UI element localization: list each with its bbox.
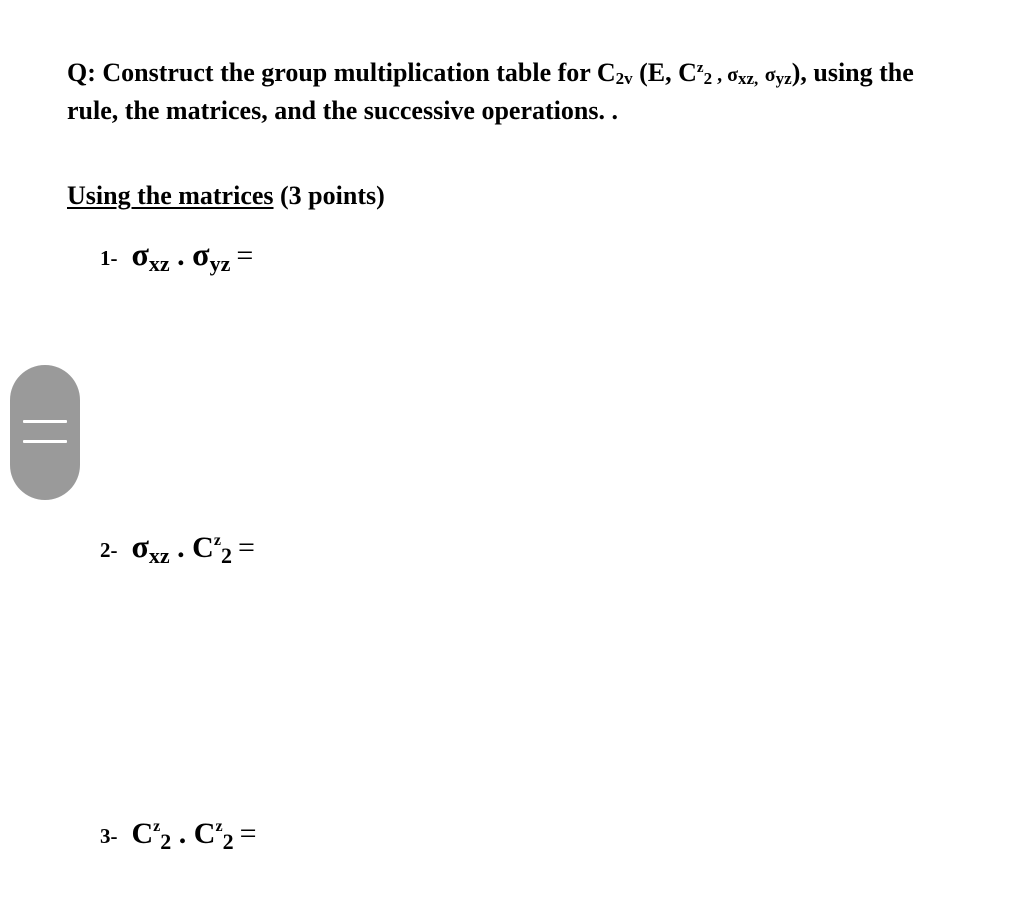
sigma-symbol: σ — [764, 64, 776, 86]
exercise-item-1: 1- $\sigma_{xz}$ . $\sigma_{yz}$ = — [100, 236, 254, 276]
exercise-item-2: 2- $\sigma_{xz}$ . $C^z_2$ = — [100, 528, 255, 568]
handle-line — [23, 420, 67, 423]
sigma-symbol: σ — [727, 64, 738, 86]
section-heading: Using the matrices (3 points) — [67, 181, 385, 210]
drag-handle-icon[interactable] — [10, 365, 80, 500]
question-text — [67, 52, 914, 127]
question-line-2: rule, the matrices, and the successive operations. . — [67, 96, 618, 125]
question-line-1: Q: Construct the group multiplication table for $C_{2v}$ (E, $C^z_2$ , $\sigma_{xz,}$ $\sigma_{yz}$), using the — [67, 58, 914, 88]
exercise-item-3: 3- $C^z_2$ . $C^z_2$ = — [100, 817, 257, 854]
handle-line — [23, 440, 67, 443]
